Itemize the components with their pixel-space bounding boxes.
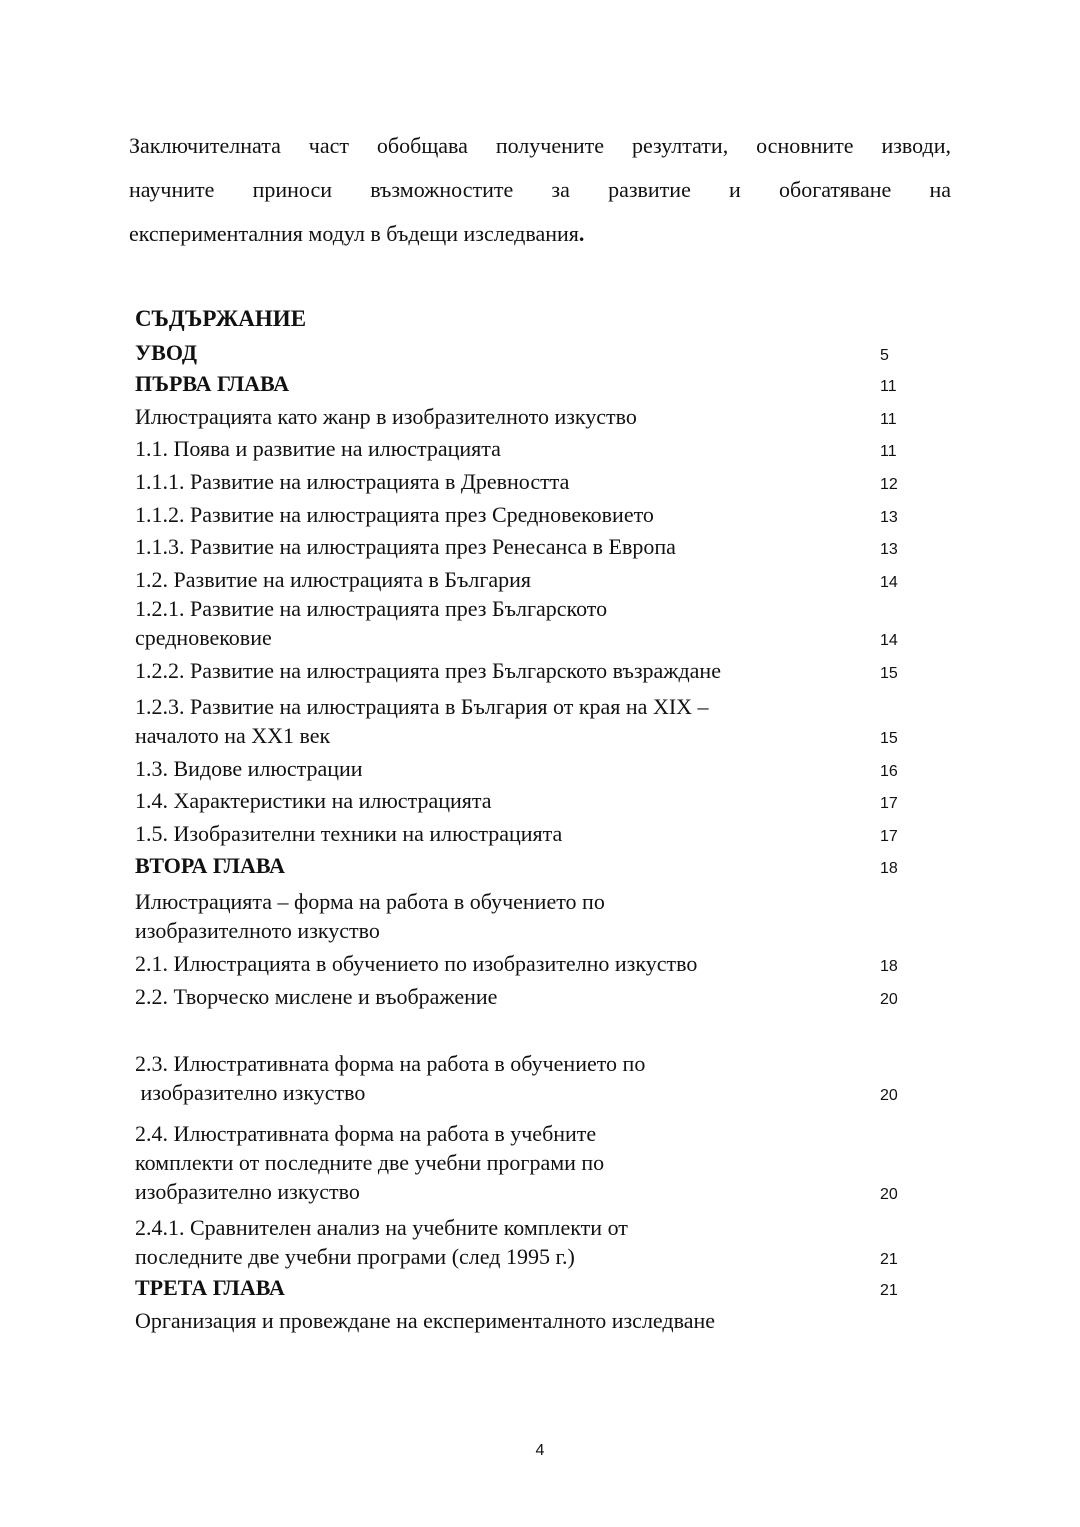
toc-entry-page: 18 (880, 860, 898, 877)
toc-entry-page: 15 (880, 665, 898, 682)
toc-entry (135, 786, 905, 815)
toc-entry-text: 1.3. Видове илюстрации (135, 756, 363, 781)
toc-entry (135, 565, 905, 594)
toc-entry-text: 1.2.1. Развитие на илюстрацията през Българското (135, 596, 608, 621)
toc-entry-page: 17 (880, 795, 898, 812)
intro-line: научните приноси възможностите за развитие и обогатяване на (129, 177, 951, 202)
toc-entry (135, 500, 905, 529)
page-number: 4 (535, 1442, 545, 1459)
intro-period: . (578, 221, 585, 246)
toc-entry-text: Илюстрацията – форма на работа в обучението по (135, 889, 605, 914)
toc-entry (135, 532, 905, 561)
toc-entry (135, 819, 905, 848)
toc-entry-page: 20 (880, 991, 898, 1008)
toc-entry-text: 1.2.2. Развитие на илюстрацията през Българското възраждане (135, 658, 721, 683)
toc-entry (135, 434, 905, 463)
toc-entry-text: изобразителното изкуство (135, 918, 380, 943)
toc-entry-text: 1.1.1. Развитие на илюстрацията в Древността (135, 469, 570, 494)
toc-entry-page: 20 (880, 1087, 898, 1104)
toc-entry-text: 2.2. Творческо мислене и въображение (135, 984, 498, 1009)
toc-entry (135, 369, 905, 398)
toc-entry-text: ВТОРА ГЛАВА (135, 853, 286, 878)
toc-entry-text: 2.4. Илюстративната форма на работа в учебните (135, 1121, 597, 1146)
toc-entry (135, 754, 905, 783)
toc-entry (135, 1306, 905, 1335)
intro-line-text: експерименталния модул в бъдещи изследвания (129, 221, 579, 246)
toc-entry (135, 982, 905, 1011)
toc-entry-text: 2.4.1. Сравнителен анализ на учебните комплекти от (135, 1215, 628, 1240)
toc-entry-page: 12 (880, 476, 898, 493)
toc-entry (135, 338, 905, 367)
toc-entry (135, 467, 905, 496)
toc-entry-text: 1.2.3. Развитие на илюстрацията в България от края на XIX – (135, 694, 709, 719)
toc-entry (135, 594, 905, 652)
toc-entry-page: 13 (880, 509, 898, 526)
toc-entry-text: Илюстрацията като жанр в изобразителното изкуство (135, 404, 637, 429)
toc-entry-text: изобразително изкуство (135, 1179, 360, 1204)
toc-entry-page: 14 (880, 632, 898, 649)
toc-entry-page: 16 (880, 763, 898, 780)
toc-entry-text: УВОД (135, 340, 197, 365)
intro-paragraph (129, 124, 951, 256)
toc-title: СЪДЪРЖАНИЕ (135, 306, 307, 331)
toc-entry-page: 11 (880, 443, 897, 460)
toc-entry-text: ПЪРВА ГЛАВА (135, 371, 290, 396)
toc-entry-text: 1.2. Развитие на илюстрацията в България (135, 567, 532, 592)
toc-entry-text: 2.3. Илюстративната форма на работа в обучението по (135, 1051, 646, 1076)
toc-entry-text: ТРЕТА ГЛАВА (135, 1275, 285, 1300)
toc-entry-text: средновековие (135, 625, 272, 650)
toc-entry-page: 21 (880, 1282, 898, 1299)
toc-entry (135, 402, 905, 431)
toc-entry-page: 11 (880, 411, 897, 428)
intro-line: Заключителната част обобщава получените резултати, основните изводи, (129, 133, 951, 158)
toc-entry-text: 1.1.3. Развитие на илюстрацията през Ренесанса в Европа (135, 534, 676, 559)
intro-line (129, 212, 951, 256)
toc-entry-text: 1.4. Характеристики на илюстрацията (135, 788, 492, 813)
toc-entry-text: комплекти от последните две учебни програми по (135, 1150, 605, 1175)
toc-entry-text: изобразително изкуство (135, 1080, 366, 1105)
toc-entry (135, 851, 905, 880)
toc-entry-page: 14 (880, 574, 898, 591)
toc-entry (135, 1049, 905, 1107)
toc-entry (135, 887, 905, 945)
toc-entry-text: последните две учебни програми (след 1995 г.) (135, 1244, 575, 1269)
toc-entry-page: 21 (880, 1251, 898, 1268)
toc-entry-text: началото на XX1 век (135, 723, 331, 748)
toc-entry (135, 692, 905, 750)
toc-entry-text: 1.1. Поява и развитие на илюстрацията (135, 436, 501, 461)
toc-entry-page: 17 (880, 828, 898, 845)
toc-entry-text: Организация и провеждане на експерименталното изследване (135, 1308, 715, 1333)
toc-entry-page: 18 (880, 958, 898, 975)
toc-entry-page: 13 (880, 541, 898, 558)
toc-entry-page: 15 (880, 730, 898, 747)
toc-entry-page: 5 (880, 347, 889, 364)
toc-entry-page: 20 (880, 1186, 898, 1203)
toc-entry (135, 1119, 905, 1206)
toc-entry-page: 11 (880, 378, 897, 395)
toc-entry (135, 1273, 905, 1302)
toc-entry (135, 1213, 905, 1271)
toc-entry-text: 1.5. Изобразителни техники на илюстрацията (135, 821, 563, 846)
toc-entry (135, 656, 905, 685)
toc-entry (135, 949, 905, 978)
toc-entry-text: 1.1.2. Развитие на илюстрацията през Средновековието (135, 502, 654, 527)
toc-entry-text: 2.1. Илюстрацията в обучението по изобразително изкуство (135, 951, 698, 976)
